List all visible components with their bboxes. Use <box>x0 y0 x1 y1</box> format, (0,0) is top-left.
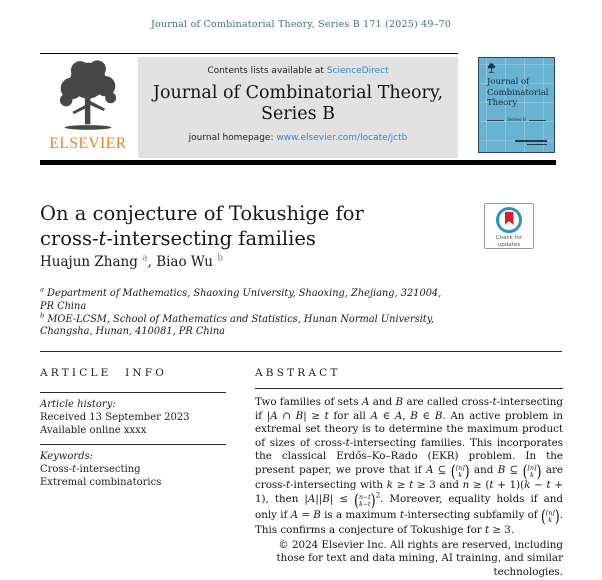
article-info-rule-mid <box>40 444 226 445</box>
contents-prefix: Contents lists available at <box>207 66 327 76</box>
history-available: Available online xxxx <box>40 425 147 436</box>
keyword-item: Cross-t-intersecting <box>40 464 141 475</box>
cover-title-line3: Theory <box>487 98 518 108</box>
masthead-divider-bar <box>40 160 556 165</box>
crossmark-icon <box>496 207 522 233</box>
check-updates-label <box>485 235 533 248</box>
abstract-rule-top <box>255 388 563 389</box>
contents-list-line <box>138 66 458 76</box>
article-title-line2: cross-t-intersecting families <box>40 227 316 250</box>
journal-title <box>138 83 458 124</box>
journal-cover-thumbnail <box>478 57 555 153</box>
article-title-line1: On a conjecture of Tokushige for <box>40 202 364 225</box>
authors-line: Huajun Zhang $^a$, Biao Wu $^b$ <box>40 252 224 270</box>
elsevier-logo <box>40 57 136 158</box>
affiliation-a-line1: $^a$ Department of Mathematics, Shaoxing University, Shaoxing, Zhejiang, 321004, <box>40 285 442 299</box>
check-updates-label-line1: Check for <box>495 235 523 241</box>
journal-homepage-line <box>138 133 458 143</box>
article-title <box>40 201 364 251</box>
binomial-coefficient: ( [n] k ) <box>522 462 542 482</box>
binomial-coefficient: ( [n] k ) <box>450 462 470 482</box>
affiliation-b-line1: $^b$ MOE-LCSM, School of Mathematics and Statistics, Hunan Normal University, <box>40 311 435 325</box>
elsevier-tree-icon <box>49 57 127 137</box>
cover-title-line1: Journal of <box>487 77 530 87</box>
cover-series-rule-right <box>529 120 546 121</box>
cover-footer-line2 <box>527 144 547 146</box>
cover-series-label <box>479 118 554 123</box>
journal-masthead <box>40 53 458 158</box>
keywords-block <box>40 450 226 489</box>
journal-reference-line: Journal of Combinatorial Theory, Series B 171 (2025) 49–70 <box>150 19 452 30</box>
article-history-label: Article history: <box>40 399 116 410</box>
affiliation-a-line2: PR China <box>40 300 87 312</box>
copyright-notice: © 2024 Elsevier Inc. All rights are reserved, including those for text and data mining, AI training, and similar technologies. <box>276 538 563 578</box>
section-divider <box>40 351 562 352</box>
homepage-link[interactable]: www.elsevier.com/locate/jctb <box>276 133 408 143</box>
affiliations <box>40 285 442 339</box>
cover-series-text: Series B <box>506 118 527 123</box>
journal-title-line1: Journal of Combinatorial Theory, <box>152 83 444 103</box>
abstract-heading: ABSTRACT <box>255 367 341 379</box>
history-received: Received 13 September 2023 <box>40 412 190 423</box>
cover-footer-marks <box>515 140 547 145</box>
cover-title-line2: Combinatorial <box>487 87 549 98</box>
journal-title-line2: Series B <box>260 103 336 124</box>
crossmark-ribbon-icon <box>505 212 514 225</box>
check-updates-label-line2: updates <box>497 241 521 248</box>
cover-title <box>487 77 548 109</box>
abstract-column <box>255 367 563 580</box>
affiliation-b-line2: Changsha, Hunan, 410081, PR China <box>40 326 225 338</box>
article-info-heading: ARTICLE INFO <box>40 367 168 379</box>
binomial-coefficient: ( [n] k ) <box>540 507 560 527</box>
article-info-column <box>40 367 226 489</box>
sciencedirect-link[interactable]: ScienceDirect <box>326 66 389 76</box>
masthead-panel <box>138 57 458 158</box>
keyword-item: Extremal combinatorics <box>40 477 162 488</box>
binomial-coefficient: ( n−t k−t ) <box>354 491 376 512</box>
elsevier-wordmark: ELSEVIER <box>49 135 127 152</box>
abstract-body: Two families of sets A and B are called cross-t-intersecting if |A ∩ B| ≥ t for all A ∈ A, B ∈ B. An active problem in extremal set theory is to determine the maximum product of sizes of cross-t-intersecting families. This incorporates the classical Erdős–Ko–Rado (EKR) problem. In the present paper, we prove that if A ⊆ ( [n] k ) and B ⊆ ( [n] k ) are cross-t-intersecting with k ≥ t ≥ 3 and n ≥ (t + 1)(k − t + 1), then |A||B| ≤ ( n−t k−t ) $^2$. Moreover, equality holds if and only if A = B is a maximum t-intersecting subfamily of ( [n] k ) . This confirms a conjecture of Tokushige for t ≥ 3. <box>255 396 564 537</box>
affiliation-ref-link[interactable]: b <box>217 252 224 264</box>
article-info-rule-top <box>40 392 226 393</box>
affiliation-ref-link[interactable]: a <box>142 252 148 264</box>
cover-footer-line1 <box>515 140 547 142</box>
keywords-label: Keywords: <box>40 451 94 462</box>
homepage-prefix: journal homepage: <box>188 133 277 143</box>
article-history-block <box>40 398 226 437</box>
cover-tree-icon <box>486 62 497 74</box>
cover-series-rule-left <box>487 120 504 121</box>
check-for-updates-badge[interactable] <box>484 203 534 249</box>
